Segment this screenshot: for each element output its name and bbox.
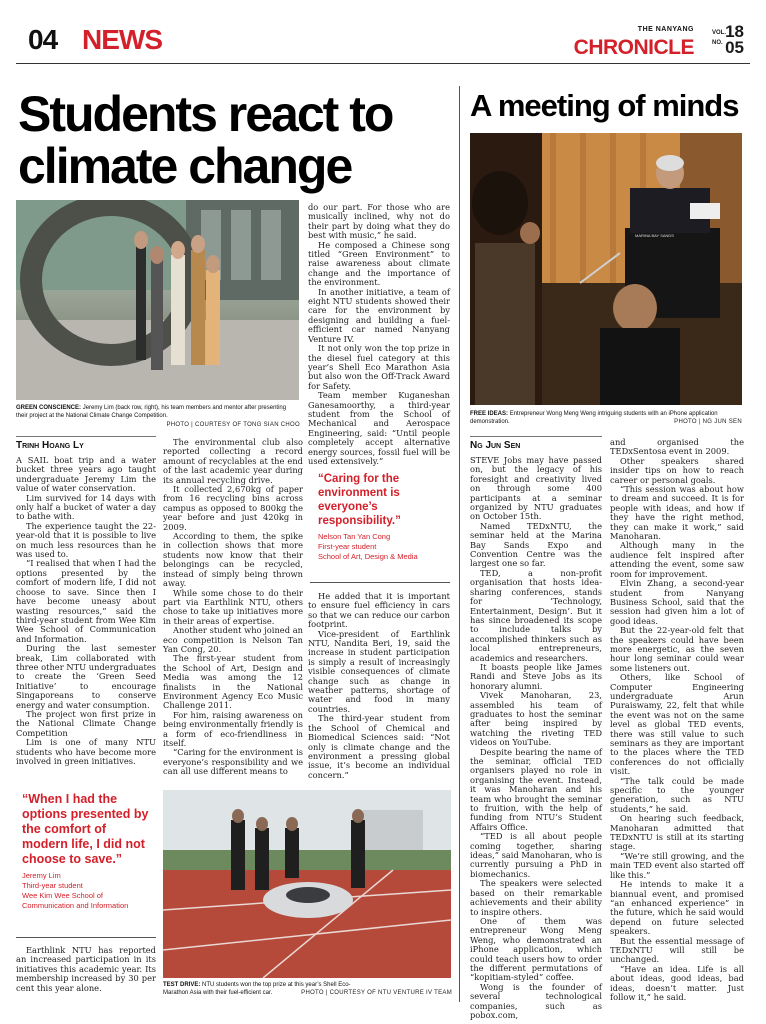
paragraph: “We’re still growing, and the main TED event also started off like this.” <box>610 850 744 880</box>
pull-quote-rule <box>310 582 450 583</box>
paragraph: “This session was about how to dream and succeed. It is for people with ideas, and how if they have the right method, they can make it work,” said Manoharan. <box>610 484 744 542</box>
paragraph: Lim is one of many NTU students who have become more involved in green initiatives. <box>16 737 156 766</box>
caption-text: Jeremy Lim (back row, right), his team members and mentor after presenting their project at the National Climate Change Competition. <box>16 405 287 419</box>
paragraph: The experience taught the 22-year-old that it is possible to live on much less resources than he was used to. <box>16 520 156 560</box>
paragraph: Wong is the founder of several technological companies, such as pobox.com, <box>470 981 602 1020</box>
paragraph: Other speakers shared insider tips on how to reach career or personal goals. <box>610 455 744 485</box>
paragraph: “The talk could be made specific to the younger generation, such as NTU students,” he said. <box>610 775 744 814</box>
page-number: 04 <box>28 24 58 55</box>
pull-quote-name: Jeremy Lim <box>22 871 61 880</box>
paragraph: But the essential message of TEDxNTU will still be unchanged. <box>610 935 744 965</box>
story1-byline: Trinh Hoang Ly <box>16 436 156 451</box>
paragraph: Team member Kuganeshan Ganesamoorthy, a third-year student from the School of Mechanical and Aerospace Engineering, said: “Until people completely accept alternative energy sources, fossil fuel will be used extensively.” <box>308 390 450 466</box>
story2-photo-credit: PHOTO | NG JUN SEN <box>674 419 742 425</box>
story1-headline: Students react to climate change <box>18 86 393 194</box>
column-divider <box>459 86 460 1002</box>
pull-quote-role: First-year student <box>318 542 377 551</box>
paragraph: One of them was entrepreneur Wong Meng Weng, who demonstrated an iPhone application, which could teach users how to order the different permutations of “kopitiam-styled” coffee. <box>470 915 602 983</box>
free-ideas-photo <box>470 133 742 405</box>
test-drive-photo <box>163 790 451 978</box>
caption-label: GREEN CONSCIENCE: <box>16 405 82 411</box>
paragraph: The first-year student from the School of Art, Design and Media was among the 12 finalists in the National Environment Agency Eco Music Challenge 2011. <box>163 653 303 711</box>
story2-column-2 <box>610 438 744 1006</box>
paragraph: The third-year student from the School of Chemical and Biomedical Sciences said: “Not only is climate change and the environment a pressing global issue, it’s become an individual concern.” <box>308 713 450 780</box>
photo-illustration <box>470 133 742 405</box>
paragraph: Another student who joined an eco competition is Nelson Tan Yan Cong, 20. <box>163 625 303 654</box>
paragraph: It boasts people like James Randi and Steve Jobs as its honorary alumni. <box>470 661 602 691</box>
photo-illustration <box>16 200 299 400</box>
pull-quote-role: Third-year student <box>22 881 83 890</box>
caption-label: TEST DRIVE: <box>163 982 201 988</box>
paragraph: “TED is all about people coming together, sharing ideas,” said Manoharan, who is currently pursuing a PhD in biomechanics. <box>470 831 602 879</box>
paragraph: He added that it is important to ensure fuel efficiency in cars so that we can reduce our carbon footprint. <box>308 591 450 630</box>
paragraph: do our part. For those who are musically inclined, why not do their part by doing what they do best with music,” he said. <box>308 202 450 241</box>
paragraph: The speakers were selected based on their remarkable achievements and their ability to inspire others. <box>470 878 602 917</box>
podium-text: MARINA BAY SANDS <box>635 233 674 238</box>
pull-quote-rule <box>16 937 156 938</box>
section-title: NEWS <box>82 24 162 55</box>
photo2-credit: PHOTO | COURTESY OF NTU VENTURE IV TEAM <box>301 990 452 996</box>
paragraph: Named TEDxNTU, the seminar held at the Marina Bay Sands Expo and Convention Centre was the largest one so far. <box>470 520 602 569</box>
paragraph: During the last semester break, Lim collaborated with three other NTU undergraduates to create the ‘Green Seed Initiative’ to encourage Singaporeans to conserve energy and water consumption. <box>16 643 156 710</box>
paragraph: For him, raising awareness on being environmentally friendly is a form of eco-friendliness in itself. <box>163 709 303 748</box>
paragraph: Vivek Manoharan, 23, assembled his team of graduates to host the seminar after being inspired by watching the riveting TED videos on YouTube. <box>470 690 602 748</box>
paragraph: Earthlink NTU has reported an increased participation in its initiatives this academic year. Its membership increased by 30 per cent this year alone. <box>16 945 156 993</box>
paragraph: But the 22-year-old felt that the speakers could have been more energetic, as the seven hour long seminar could wear some listeners out. <box>610 625 744 673</box>
paragraph: STEVE Jobs may have passed on, but the legacy of his foresight and creativity lived on through some 400 participants at a seminar organized by NTU graduates on October 15th. <box>470 455 602 522</box>
issue-number: 05 <box>725 38 744 57</box>
paragraph: While some chose to do their part via Earthlink NTU, others chose to take up initiatives more in their areas of expertise. <box>163 587 303 626</box>
story1-column-1 <box>16 456 156 780</box>
caption-label: FREE IDEAS: <box>470 411 509 417</box>
paragraph: Although many in the audience felt inspired after attending the event, some saw room for improvement. <box>610 540 744 579</box>
masthead-top: THE NANYANG <box>637 26 694 33</box>
paragraph: TED, a non-profit organisation that hosts idea-sharing conferences, stands for ‘Technology, Entertainment, Design’. But it has since broadened its scope to include talks by accomplished thinkers such as local entrepreneurs, academics and researchers. <box>470 567 602 663</box>
no-label: NO. <box>712 40 723 46</box>
pull-quote-school: School of Art, Design & Media <box>318 552 418 561</box>
caption-text: NTU students won the top prize at this year’s Shell Eco-Marathon Asia with their fuel-efficient car. <box>163 982 351 996</box>
pull-quote-name: Nelson Tan Yan Cong <box>318 532 391 541</box>
volume-labels <box>712 28 726 48</box>
paragraph: and organised the TEDxSentosa event in 2009. <box>610 437 744 457</box>
paragraph: “Have an idea. Life is all about ideas, good ideas, bad ideas, doesn’t matter. Just follow it,” he said. <box>610 963 744 1002</box>
paragraph: Lim survived for 14 days with only half a bucket of water a day to bathe with. <box>16 492 156 522</box>
paragraph: It collected 2,670kg of paper from 16 recycling bins across campus as opposed to 800kg the year before and just 420kg in 2009. <box>163 484 303 532</box>
photo1-credit: PHOTO | COURTESY OF TONG SIAN CHOO <box>166 422 300 428</box>
paragraph: It not only won the top prize in the diesel fuel category at this year’s Shell Eco Marathon Asia but also won the Off-Track Award for Safety. <box>308 343 450 391</box>
pull-quote-jeremy <box>22 792 152 911</box>
paragraph: Others, like School of Computer Engineering undergraduate Arun Puraiswamy, 22, felt that while the event was not on the same level as global TED events, there was still value to such seminars as they are important to the places where the TED conferences do not officially visit. <box>610 672 744 777</box>
paragraph: “Caring for the environment is everyone’s responsibility and we can all use different means to <box>163 747 303 777</box>
paragraph: He composed a Chinese song titled “Green Environment” to raise awareness about climate change and the importance of the environment. <box>308 239 450 288</box>
pull-quote-text: “Caring for the environment is everyone’s responsibility.” <box>318 473 401 527</box>
photo-illustration <box>163 790 451 978</box>
pull-quote-nelson <box>318 472 448 562</box>
paragraph: Vice-president of Earthlink NTU, Nandita Beri, 19, said the increase in student participation is simply a result of increasingly visible consequences of climate change such as change in weather patterns, shortage of water and food in many countries. <box>308 628 450 714</box>
paragraph: The environmental club also reported collecting a record amount of recyclables at the end of the last academic year during its annual recycling drive. <box>163 437 303 485</box>
paragraph: Elvin Zhang, a second-year student from Nanyang Business School, said that the session had given him a lot of good ideas. <box>610 578 744 626</box>
paragraph: The project won first prize in the National Climate Change Competition <box>16 708 156 738</box>
story2-byline: Ng Jun Sen <box>470 436 602 451</box>
paragraph: “I realised that when I had the options presented by the comfort of modern life, I did not choose to save. Since then I have become uneasy about wasting resources,” said the third-year student from Wee Kim Wee School of Communication and Information. <box>16 558 156 644</box>
paragraph: A SAIL boat trip and a water bucket three years ago taught undergraduate Jeremy Lim the value of water conservation. <box>16 455 156 494</box>
paragraph: On hearing such feedback, Manoharan admitted that TEDxNTU is still at its starting stage. <box>610 813 744 852</box>
photo1-caption <box>16 404 299 420</box>
volume-numbers <box>725 24 744 56</box>
green-conscience-photo <box>16 200 299 400</box>
paragraph: According to them, the spike in collection shows that more students now know that their belongings can be recycled, instead of simply being thrown away. <box>163 531 303 589</box>
page-header <box>16 20 750 64</box>
caption-text: Entrepreneur Wong Meng Weng intriguing students with an iPhone application demonstration. <box>470 411 718 425</box>
story2-column-1 <box>470 455 602 1020</box>
pull-quote-school: Wee Kim Wee School of Communication and Information <box>22 891 129 910</box>
vol-label: VOL. <box>712 30 727 36</box>
paragraph: Despite bearing the name of the seminar, official TED organisers played no role in organising the event. Instead, it was Manoharan and his team who brought the seminar to fruition, with the help of funding from NTU’s Student Affairs Office. <box>470 746 602 832</box>
story1-column-1-bottom <box>16 946 156 993</box>
masthead: CHRONICLE <box>573 36 694 59</box>
story1-column-3-top <box>308 203 450 465</box>
story1-column-2 <box>163 438 303 782</box>
story2-headline: A meeting of minds <box>470 88 739 123</box>
story1-column-3-mid <box>308 592 450 782</box>
paragraph: In another initiative, a team of eight NTU students showed their care for the environment by designing and building a fuel-efficient car named Nanyang Venture IV. <box>308 286 450 344</box>
pull-quote-text: “When I had the options presented by the comfort of modern life, I did not choose to save.” <box>22 792 149 866</box>
vol-number: 18 <box>725 22 744 41</box>
paragraph: He intends to make it a biannual event, and promised “an enhanced experience” in the future, which he said would depend on future selected speakers. <box>610 879 744 937</box>
